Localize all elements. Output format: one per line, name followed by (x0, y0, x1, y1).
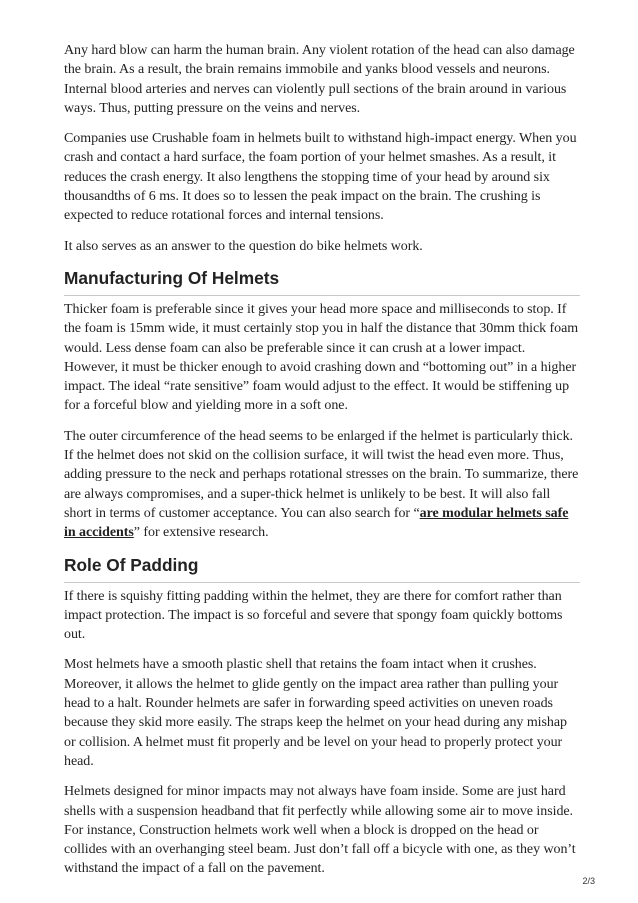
paragraph-thicker-foam: Thicker foam is preferable since it gives your head more space and milliseconds to stop. If the foam is 15mm wide, it must certainly stop you in half the distance that 30mm thick foam would. Less dense foam can also be preferable since it can crush at a lower impact. However, it must be thicker enough to avoid crashing down and “bottoming out” in a higher impact. The ideal “rate sensitive” foam would adjust to the effect. It would be stiffening up for a forceful blow and yielding more in a soft one. (64, 301, 579, 414)
modular-helmets-link[interactable]: are modular helmets safe in accidents (64, 505, 569, 541)
paragraph-outer-circumference (64, 427, 580, 543)
document-page (64, 41, 580, 890)
heading-manufacturing-of-helmets: Manufacturing Of Helmets (64, 267, 580, 296)
paragraph-plastic-shell: Most helmets have a smooth plastic shell that retains the foam intact when it crushes. Moreover, it allows the helmet to glide gently on the impact area rather than pulling your head to a halt. Rounder helmets are safer in forwarding speed activities on uneven roads because they skid more easily. The straps keep the helmet on your head during any mishap or collision. A helmet must fit properly and be level on your head to properly protect your head. (64, 657, 567, 769)
paragraph-brain-damage: Any hard blow can harm the human brain. Any violent rotation of the head can also damage the brain. As a result, the brain remains immobile and yanks blood vessels and neurons. Internal blood arteries and nerves can violently pull sections of the brain around in various ways. Thus, putting pressure on the veins and nerves. (64, 43, 575, 116)
paragraph-text-before-link: The outer circumference of the head seems to be enlarged if the helmet is particularly thick. If the helmet does not skid on the collision surface, it will twist the head even more. Thus, adding pressure to the neck and perhaps rotational stresses on the brain. To summarize, there are always compromises, and a super-thick helmet is unlikely to be best. It will also fall short in terms of customer acceptance. You can also search for “ (64, 428, 579, 521)
heading-role-of-padding: Role Of Padding (64, 554, 580, 583)
paragraph-squishy-padding: If there is squishy fitting padding within the helmet, they are there for comfort rather than impact protection. The impact is so forceful and severe that spongy foam quickly bottoms out. (64, 588, 563, 643)
paragraph-minor-impacts: Helmets designed for minor impacts may not always have foam inside. Some are just hard shells with a suspension headband that fit perfectly while allowing some air to move inside. For instance, Construction helmets work well when a block is dropped on the head or collides with an overhanging steel beam. Just don’t fall off a bicycle with one, as they won’t withstand the impact of a fall on the pavement. (64, 784, 576, 877)
paragraph-crushable-foam: Companies use Crushable foam in helmets built to withstand high-impact energy. When you crash and contact a hard surface, the foam portion of your helmet smashes. As a result, it reduces the crash energy. It also lengthens the stopping time of your head by around six thousandths of 6 ms. It does so to lessen the peak impact on the brain. The crushing is expected to reduce rotational forces and internal tensions. (64, 131, 577, 224)
paragraph-text-after-link: ” for extensive research. (133, 525, 269, 541)
paragraph-bike-helmets: It also serves as an answer to the question do bike helmets work. (64, 238, 423, 254)
page-number: 2/3 (582, 876, 595, 886)
